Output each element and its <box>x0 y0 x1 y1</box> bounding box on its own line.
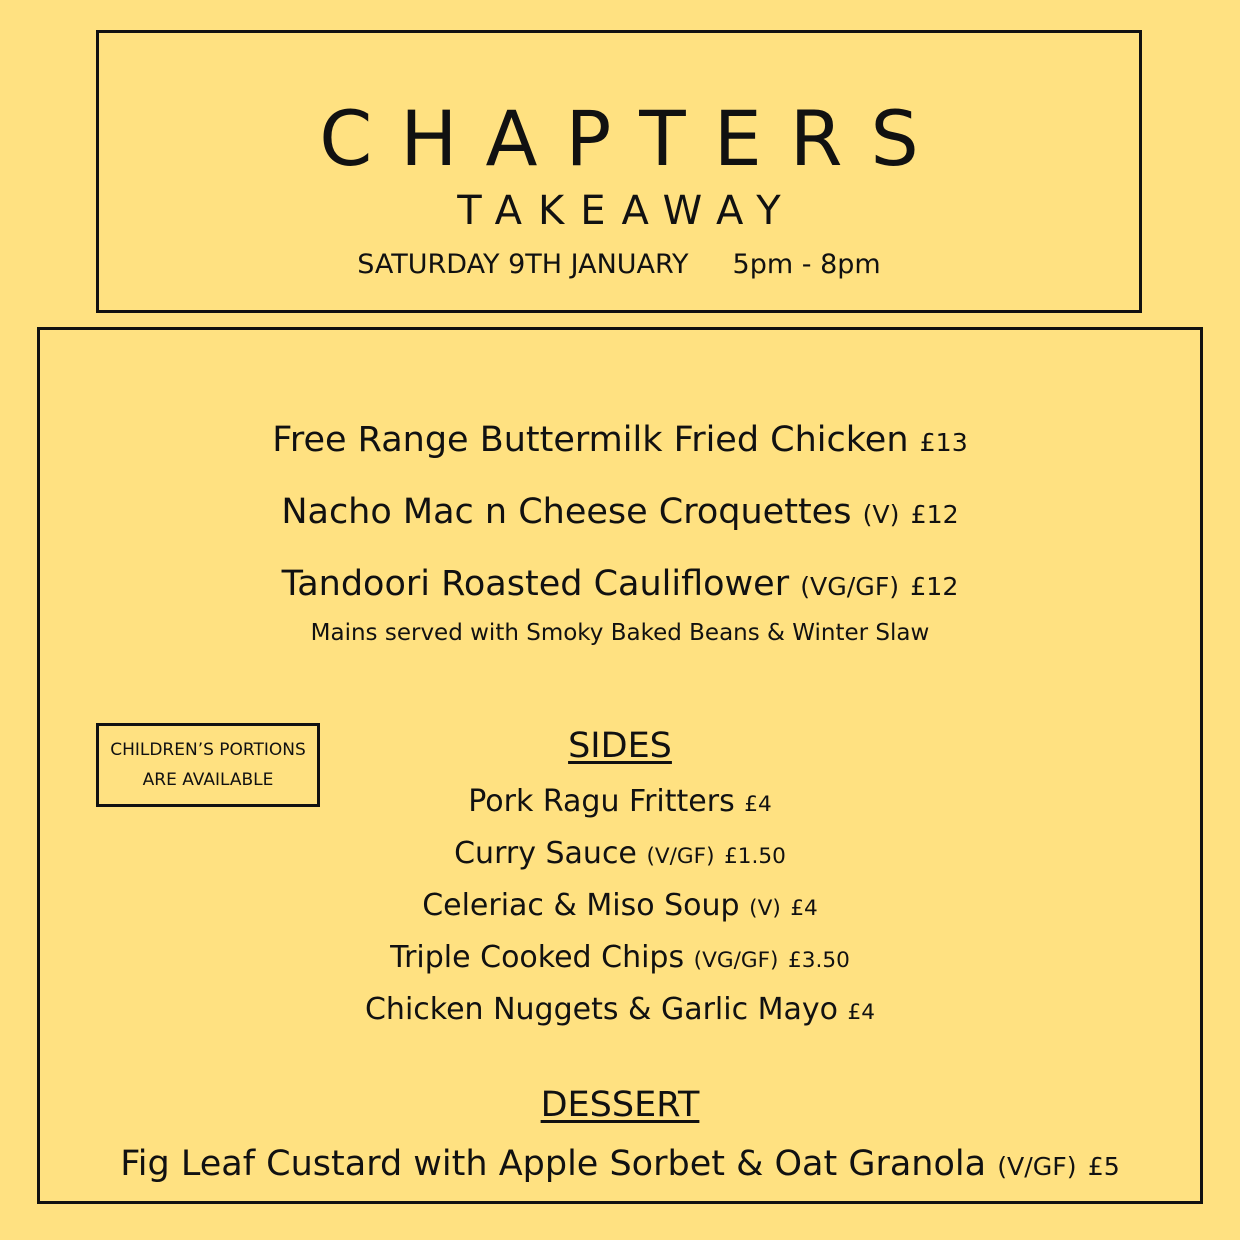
item-price: £1.50 <box>724 844 786 869</box>
item-dietary-tag: (VG/GF) <box>800 572 900 601</box>
item-name: Tandoori Roasted Cauliflower <box>281 564 790 604</box>
item-name: Curry Sauce <box>454 836 637 871</box>
menu-item-side <box>0 888 1240 923</box>
menu-item-dessert <box>0 1144 1240 1184</box>
item-price: £4 <box>790 896 818 921</box>
notice-line: ARE AVAILABLE <box>142 770 274 790</box>
takeaway-subtitle: TAKEAWAY <box>457 188 797 234</box>
header-box <box>96 30 1142 313</box>
date-time-line <box>99 251 1139 278</box>
menu-item-main <box>0 420 1240 460</box>
item-price: £3.50 <box>787 948 850 973</box>
menu-item-side <box>0 784 1240 819</box>
item-price: £4 <box>744 792 772 817</box>
service-date: SATURDAY 9TH JANUARY <box>357 249 689 280</box>
item-dietary-tag: (VG/GF) <box>693 948 779 973</box>
item-name: Pork Ragu Fritters <box>468 784 735 819</box>
menu-item-side <box>0 836 1240 871</box>
item-dietary-tag: (V) <box>862 500 900 529</box>
item-name: Chicken Nuggets & Garlic Mayo <box>364 992 838 1027</box>
item-name: Celeriac & Miso Soup <box>422 888 740 923</box>
menu-item-main <box>0 564 1240 604</box>
menu-item-side <box>0 940 1240 975</box>
item-dietary-tag: (V/GF) <box>997 1152 1077 1181</box>
item-price: £5 <box>1087 1152 1120 1181</box>
mains-note: Mains served with Smoky Baked Beans & Winter Slaw <box>310 620 930 646</box>
menu-item-main <box>0 492 1240 532</box>
item-name: Nacho Mac n Cheese Croquettes <box>281 492 852 532</box>
dessert-heading: DESSERT <box>540 1085 700 1125</box>
item-dietary-tag: (V/GF) <box>646 844 715 869</box>
item-price: £4 <box>847 1000 876 1025</box>
item-price: £12 <box>910 572 959 601</box>
item-name: Free Range Buttermilk Fried Chicken <box>272 420 909 460</box>
notice-line: CHILDREN’S PORTIONS <box>110 740 306 760</box>
item-dietary-tag: (V) <box>749 896 781 921</box>
item-name: Fig Leaf Custard with Apple Sorbet & Oat Granola <box>120 1144 987 1184</box>
brand-title: CHAPTERS <box>319 94 947 183</box>
item-price: £12 <box>910 500 959 529</box>
item-price: £13 <box>919 428 968 457</box>
item-name: Triple Cooked Chips <box>390 940 685 975</box>
sides-heading: SIDES <box>568 726 672 766</box>
menu-item-side <box>0 992 1240 1027</box>
service-time: 5pm - 8pm <box>732 249 881 280</box>
